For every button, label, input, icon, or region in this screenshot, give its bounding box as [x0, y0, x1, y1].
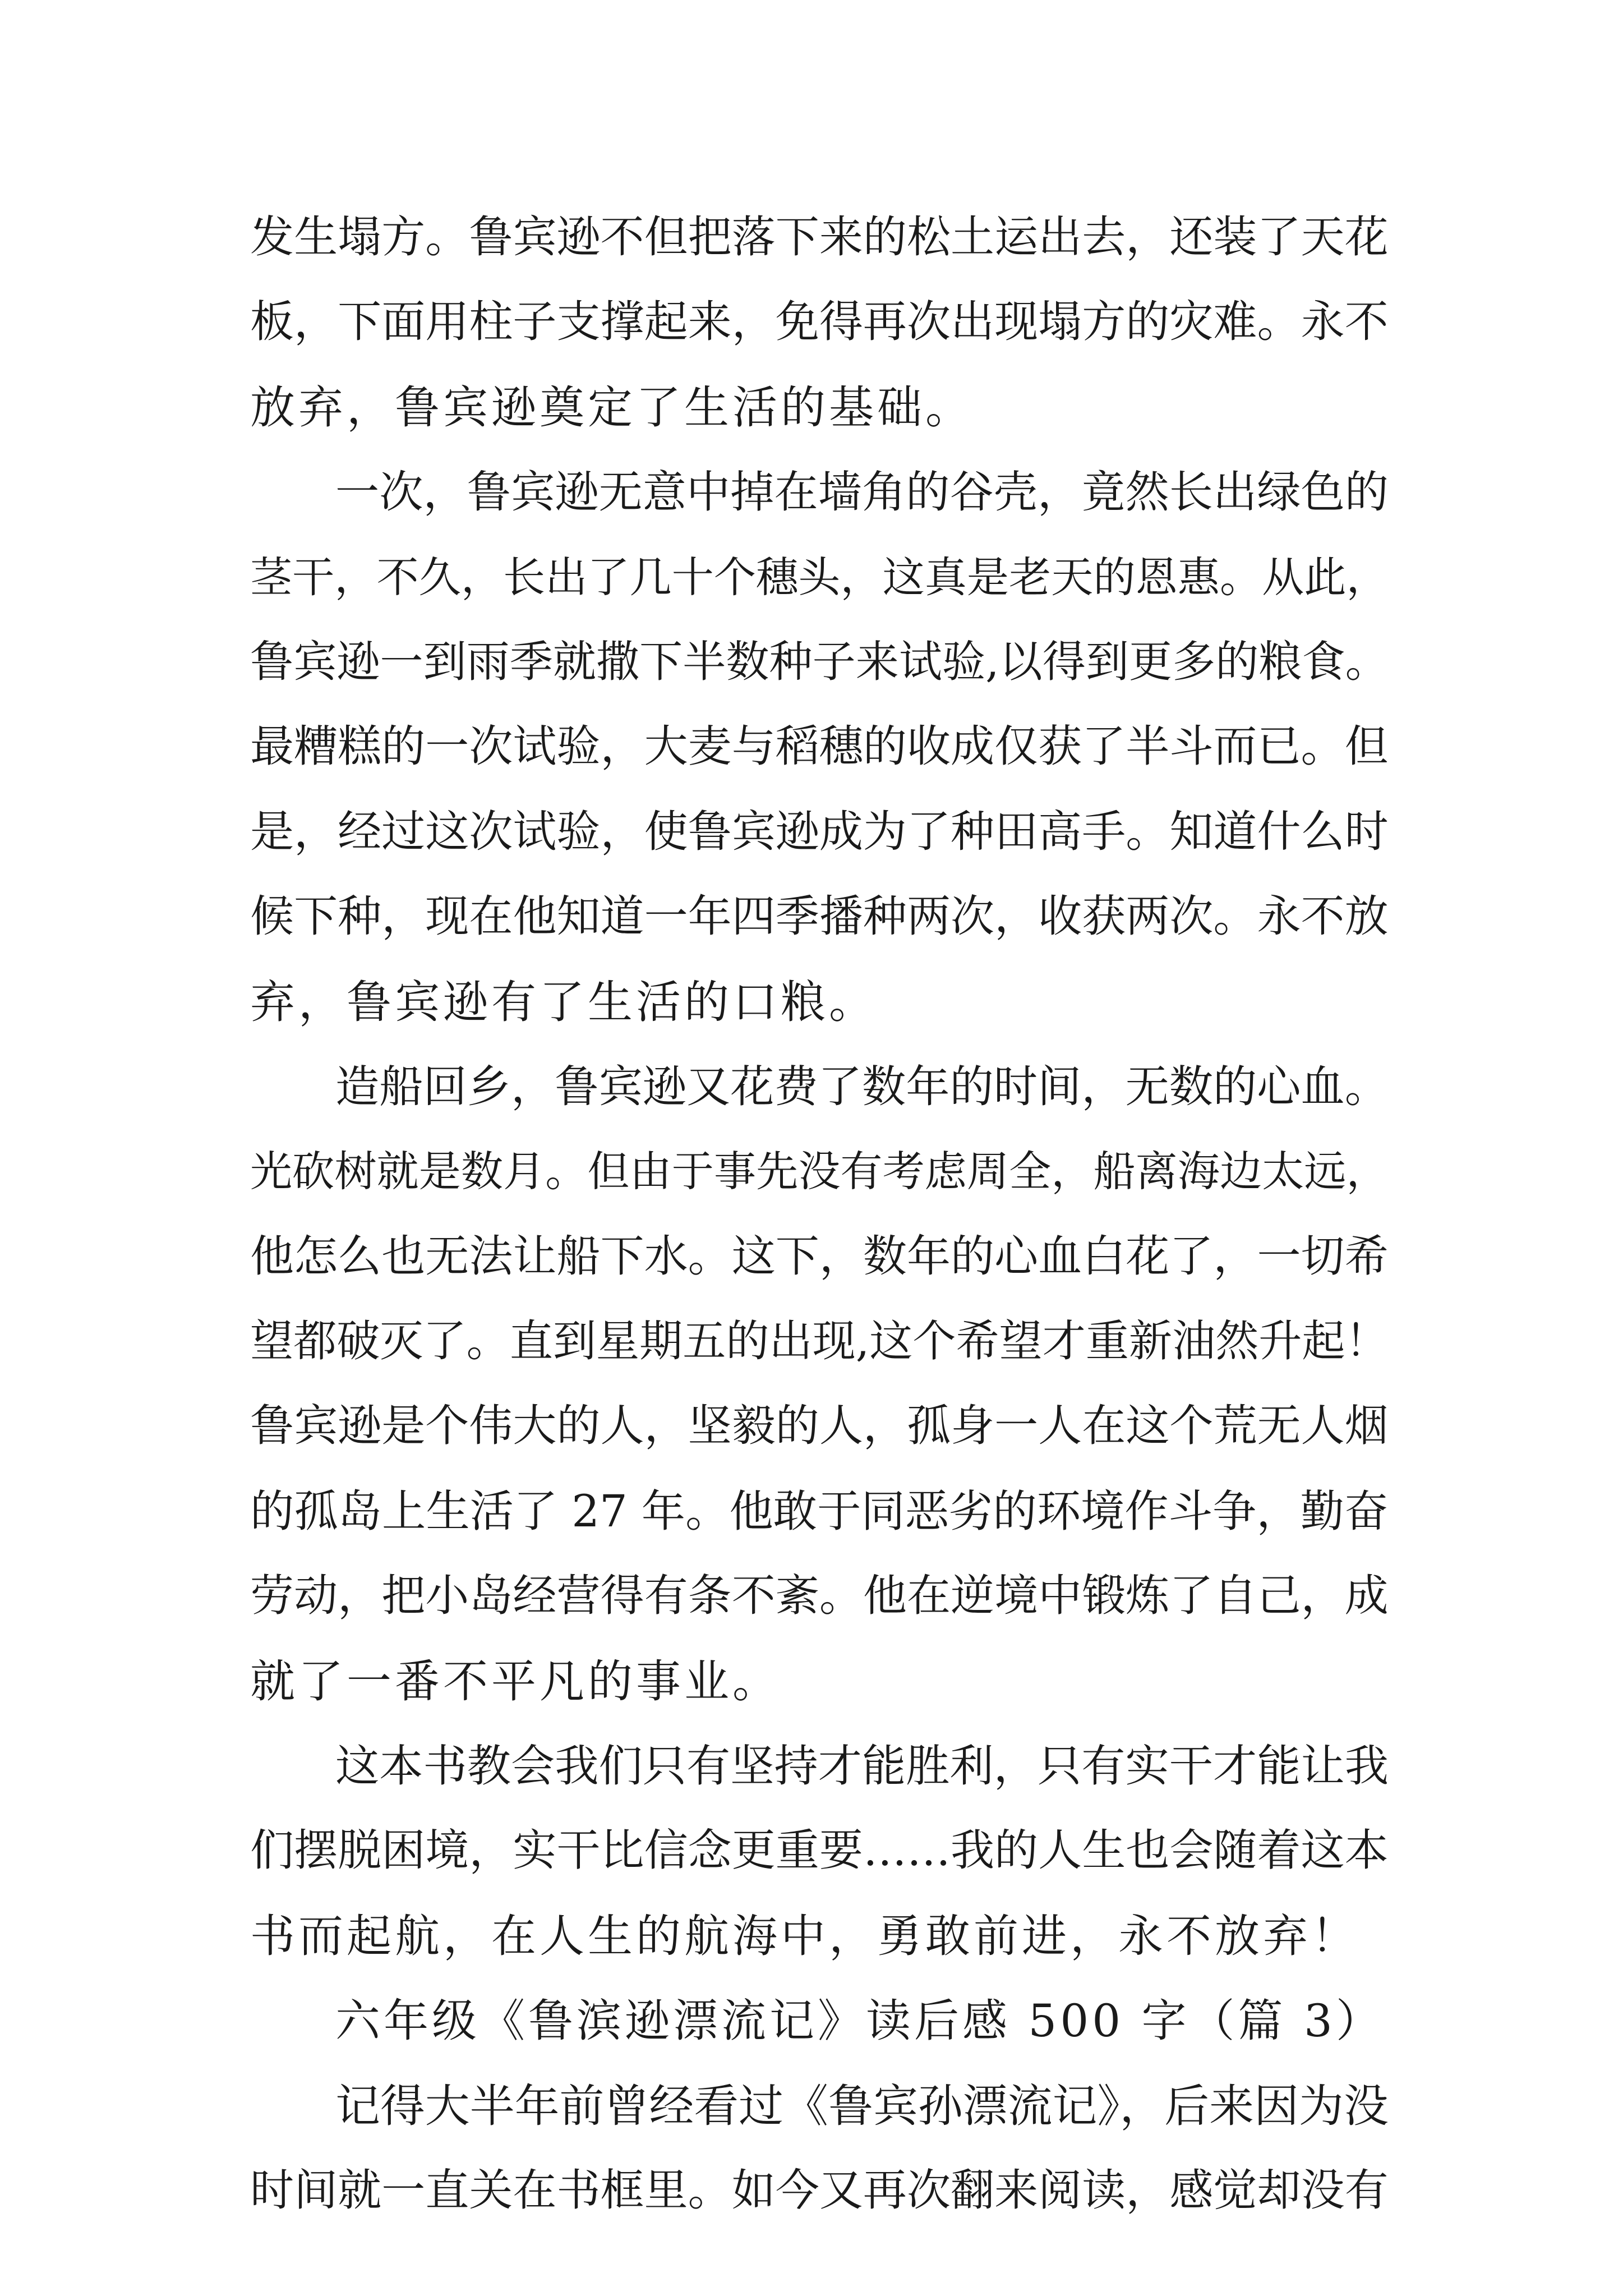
text-line: 造船回乡，鲁宾逊又花费了数年的时间，无数的心血。: [335, 1061, 1389, 1112]
text-line: 最糟糕的一次试验，大麦与稻穗的收成仅获了半斗而已。但: [250, 721, 1389, 772]
text-line: 们摆脱困境，实干比信念更重要……我的人生也会随着这本: [250, 1825, 1389, 1876]
text-line: 六年级《鲁滨逊漂流记》读后感 500 字（篇 3）: [335, 1995, 1384, 2047]
text-line: 他怎么也无法让船下水。这下，数年的心血白花了，一切希: [250, 1231, 1389, 1282]
text-line: 光砍树就是数月。但由于事先没有考虑周全，船离海边太远，: [250, 1147, 1389, 1197]
text-line: 茎干，不久，长出了几十个穗头，这真是老天的恩惠。从此，: [250, 552, 1389, 602]
text-line: 鲁宾逊一到雨季就撒下半数种子来试验,以得到更多的粮食。: [250, 636, 1389, 687]
text-line: 弃，鲁宾逊有了生活的口粮。: [250, 976, 877, 1028]
body-text: [250, 195, 1389, 2233]
text-line: 时间就一直关在书框里。如今又再次翻来阅读，感觉却没有: [250, 2165, 1389, 2216]
text-line: 发生塌方。鲁宾逊不但把落下来的松土运出去，还装了天花: [250, 212, 1389, 263]
text-line: 劳动，把小岛经营得有条不紊。他在逆境中锻炼了自己，成: [250, 1571, 1389, 1622]
text-line: 就了一番不平凡的事业。: [250, 1655, 781, 1708]
text-line: 一次，鲁宾逊无意中掉在墙角的谷壳，竟然长出绿色的: [335, 467, 1389, 518]
text-line: 放弃，鲁宾逊奠定了生活的基础。: [250, 381, 974, 434]
text-line: 这本书教会我们只有坚持才能胜利，只有实干才能让我: [335, 1741, 1389, 1792]
text-line: 是，经过这次试验，使鲁宾逊成为了种田高手。知道什么时: [250, 806, 1389, 857]
text-line: 候下种，现在他知道一年四季播种两次，收获两次。永不放: [250, 891, 1389, 942]
text-line: 的孤岛上生活了 27 年。他敢于同恶劣的环境作斗争，勤奋: [250, 1485, 1389, 1537]
text-line: 记得大半年前曾经看过《鲁宾孙漂流记》，后来因为没: [335, 2079, 1389, 2132]
text-line: 鲁宾逊是个伟大的人，坚毅的人，孤身一人在这个荒无人烟: [250, 1401, 1389, 1452]
text-line: 望都破灭了。直到星期五的出现,这个希望才重新油然升起！: [250, 1316, 1389, 1367]
text-line: 书而起航，在人生的航海中，勇敢前进，永不放弃！: [250, 1910, 1359, 1962]
text-line: 板，下面用柱子支撑起来，免得再次出现塌方的灾难。永不: [250, 297, 1389, 348]
